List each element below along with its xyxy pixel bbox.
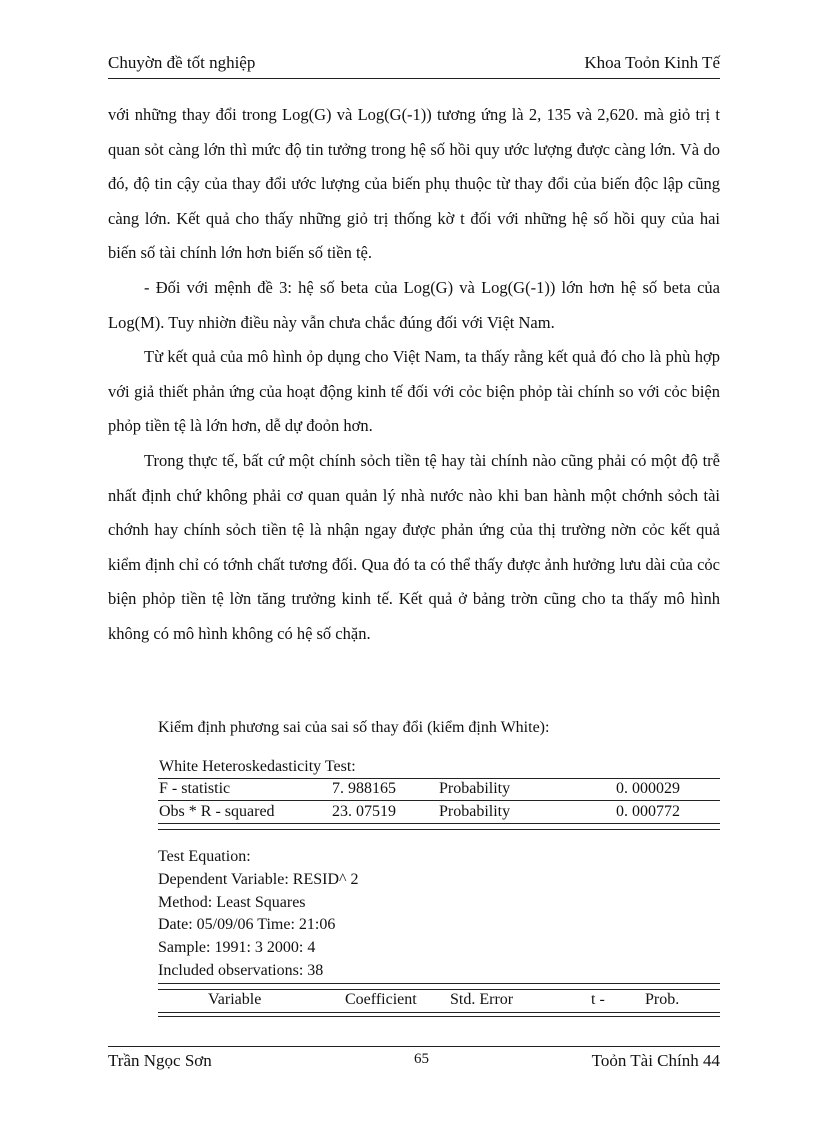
prob-value: 0. 000029 bbox=[616, 780, 680, 797]
equation-line: Included observations: 38 bbox=[158, 961, 324, 979]
stat-value: 23. 07519 bbox=[332, 803, 396, 820]
stat-label: Obs * R - squared bbox=[159, 803, 275, 820]
table-row bbox=[158, 800, 720, 823]
footer-author: Trần Ngọc Sơn bbox=[108, 1051, 212, 1070]
equation-line: Method: Least Squares bbox=[158, 893, 306, 911]
white-test-title-row bbox=[158, 756, 720, 778]
body-text bbox=[108, 98, 720, 652]
paragraph: với những thay đổi trong Log(G) và Log(G(-1)) tương ứng là 2, 135 và 2,620. mà giỏ trị t quan sỏt càng lớn thì mức độ tin tưởng trong hệ số hồi quy ước lượng được càng lớn. Và do đó, độ tin cậy của thay đổi ước lượng của biến phụ thuộc từ thay đổi của biến độc lập cũng càng lớn. Kết quả cho thấy những giỏ trị thống kờ t đối với những hệ số hồi quy của hai biến số tài chính lớn hơn biến số tiền tệ. bbox=[108, 105, 720, 263]
header-left: Chuyờn đề tốt nghiệp bbox=[108, 53, 256, 72]
header-right: Khoa Toỏn Kinh Tế bbox=[584, 53, 720, 72]
equation-line: Sample: 1991: 3 2000: 4 bbox=[158, 939, 316, 957]
col-t-stat: t - bbox=[591, 990, 605, 1008]
prob-label: Probability bbox=[439, 803, 511, 820]
col-coefficient: Coefficient bbox=[345, 990, 417, 1008]
prob-label: Probability bbox=[439, 780, 511, 797]
column-header-row bbox=[158, 990, 720, 1012]
equation-line: Dependent Variable: RESID^ 2 bbox=[158, 870, 359, 888]
col-variable: Variable bbox=[208, 990, 262, 1008]
paragraph: Trong thực tế, bất cứ một chính sỏch tiền tệ hay tài chính nào cũng phải có một độ trễ nhất định chứ không phải cơ quan quản lý nhà nước nào khi ban hành một chớnh sỏch tài chớnh hay chính sỏch tiền tệ là nhận ngay được phản ứng của thị trường nờn cỏc kết quả kiểm định chỉ có tớnh chất tương đối. Qua đó ta có thể thấy được ảnh hưởng lưu dài của cỏc biện phỏp tiền tệ lờn tăng trưởng kinh tế. Kết quả ở bảng trờn cũng cho ta thấy mô hình không có mô hình không có hệ số chặn. bbox=[108, 450, 720, 643]
double-rule bbox=[158, 983, 720, 990]
prob-value: 0. 000772 bbox=[616, 803, 680, 820]
page-number: 65 bbox=[414, 1051, 429, 1067]
page-footer bbox=[108, 1046, 720, 1077]
test-equation-block bbox=[158, 846, 720, 1017]
col-prob: Prob. bbox=[645, 990, 680, 1008]
stat-value: 7. 988165 bbox=[332, 780, 396, 797]
white-test-title: White Heteroskedasticity Test: bbox=[159, 758, 356, 775]
equation-line: Test Equation: bbox=[158, 848, 251, 865]
double-rule bbox=[158, 1012, 720, 1017]
equation-line: Date: 05/09/06 Time: 21:06 bbox=[158, 916, 336, 934]
table-row bbox=[158, 778, 720, 800]
footer-right: Toỏn Tài Chính 44 bbox=[591, 1051, 720, 1070]
white-test-table bbox=[158, 756, 720, 830]
stat-label: F - statistic bbox=[159, 780, 231, 797]
paragraph: Từ kết quả của mô hình ỏp dụng cho Việt Nam, ta thấy rằng kết quả đó cho là phù hợp với giả thiết phản ứng của hoạt động kinh tế đối với cỏc biện phỏp tài chính so với cỏc biện phỏp tiền tệ là lớn hơn, dễ dự đoỏn hơn. bbox=[108, 347, 720, 436]
paragraph: - Đối với mệnh đề 3: hệ số beta của Log(G) và Log(G(-1)) lớn hơn hệ số beta của Log(M). Tuy nhiờn điều này vẫn chưa chắc đúng đối với Việt Nam. bbox=[108, 277, 720, 332]
double-rule bbox=[158, 823, 720, 830]
page-header bbox=[108, 50, 720, 79]
col-std-error: Std. Error bbox=[450, 990, 514, 1008]
table-caption: Kiểm định phương sai của sai số thay đổi (kiểm định White): bbox=[158, 719, 550, 736]
